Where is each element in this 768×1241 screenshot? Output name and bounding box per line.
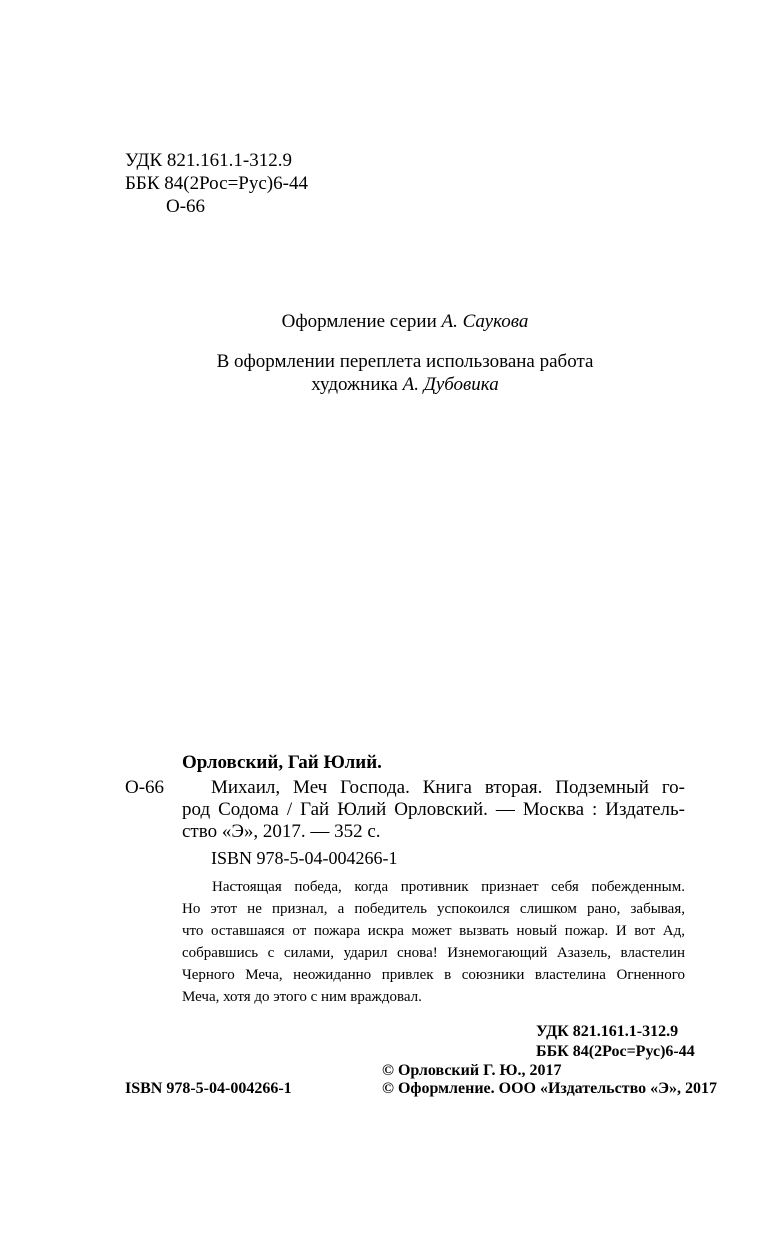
- catalog-isbn: ISBN 978-5-04-004266-1: [211, 848, 398, 868]
- footer-isbn: ISBN 978-5-04-004266-1: [125, 1080, 292, 1097]
- cover-credit-line-2: [150, 373, 660, 396]
- copyright-design: © Оформление. ООО «Издательство «Э», 2017: [382, 1080, 717, 1097]
- annotation-line-4: собравшись с силами, ударил снова! Изнемогающий Азазель, властелин: [182, 945, 685, 961]
- annotation-line-3: что оставшаяся от пожара искра может вызвать новый пожар. И вот Ад,: [182, 923, 685, 939]
- series-design-prefix: Оформление серии: [281, 311, 437, 332]
- udk-code: УДК 821.161.1-312.9: [125, 150, 292, 171]
- bbk-code: ББК 84(2Рос=Рус)6-44: [125, 173, 308, 194]
- annotation-line-6: Меча, хотя до этого с ним враждовал.: [182, 989, 422, 1005]
- catalog-author-heading: Орловский, Гай Юлий.: [182, 752, 382, 773]
- catalog-udk: УДК 821.161.1-312.9: [536, 1023, 679, 1040]
- catalog-description-line-2: род Содома / Гай Юлий Орловский. — Москва : Издатель-: [182, 799, 685, 820]
- cover-credit-line-1: В оформлении переплета использована работа: [216, 351, 594, 372]
- author-sign: О-66: [166, 196, 206, 217]
- catalog-description-line-3: ство «Э», 2017. — 352 с.: [182, 821, 381, 842]
- series-designer-name: А. Саукова: [441, 311, 529, 332]
- catalog-description-line-1: Михаил, Меч Господа. Книга вторая. Подземный го-: [211, 777, 685, 798]
- cover-credit-prefix: художника: [311, 374, 398, 395]
- catalog-bbk: ББК 84(2Рос=Рус)6-44: [536, 1043, 695, 1060]
- annotation-line-5: Черного Меча, неожиданно привлек в союзники властелина Огненного: [182, 967, 685, 983]
- annotation-line-1: Настоящая победа, когда противник признает себя побежденным.: [212, 879, 685, 895]
- series-design-credit: [150, 310, 660, 333]
- annotation-line-2: Но этот не признал, а победитель успокоился слишком рано, забывая,: [182, 901, 685, 917]
- copyright-author: © Орловский Г. Ю., 2017: [382, 1062, 562, 1079]
- catalog-author-sign: О-66: [125, 777, 165, 798]
- cover-artist-name: А. Дубовика: [402, 374, 499, 395]
